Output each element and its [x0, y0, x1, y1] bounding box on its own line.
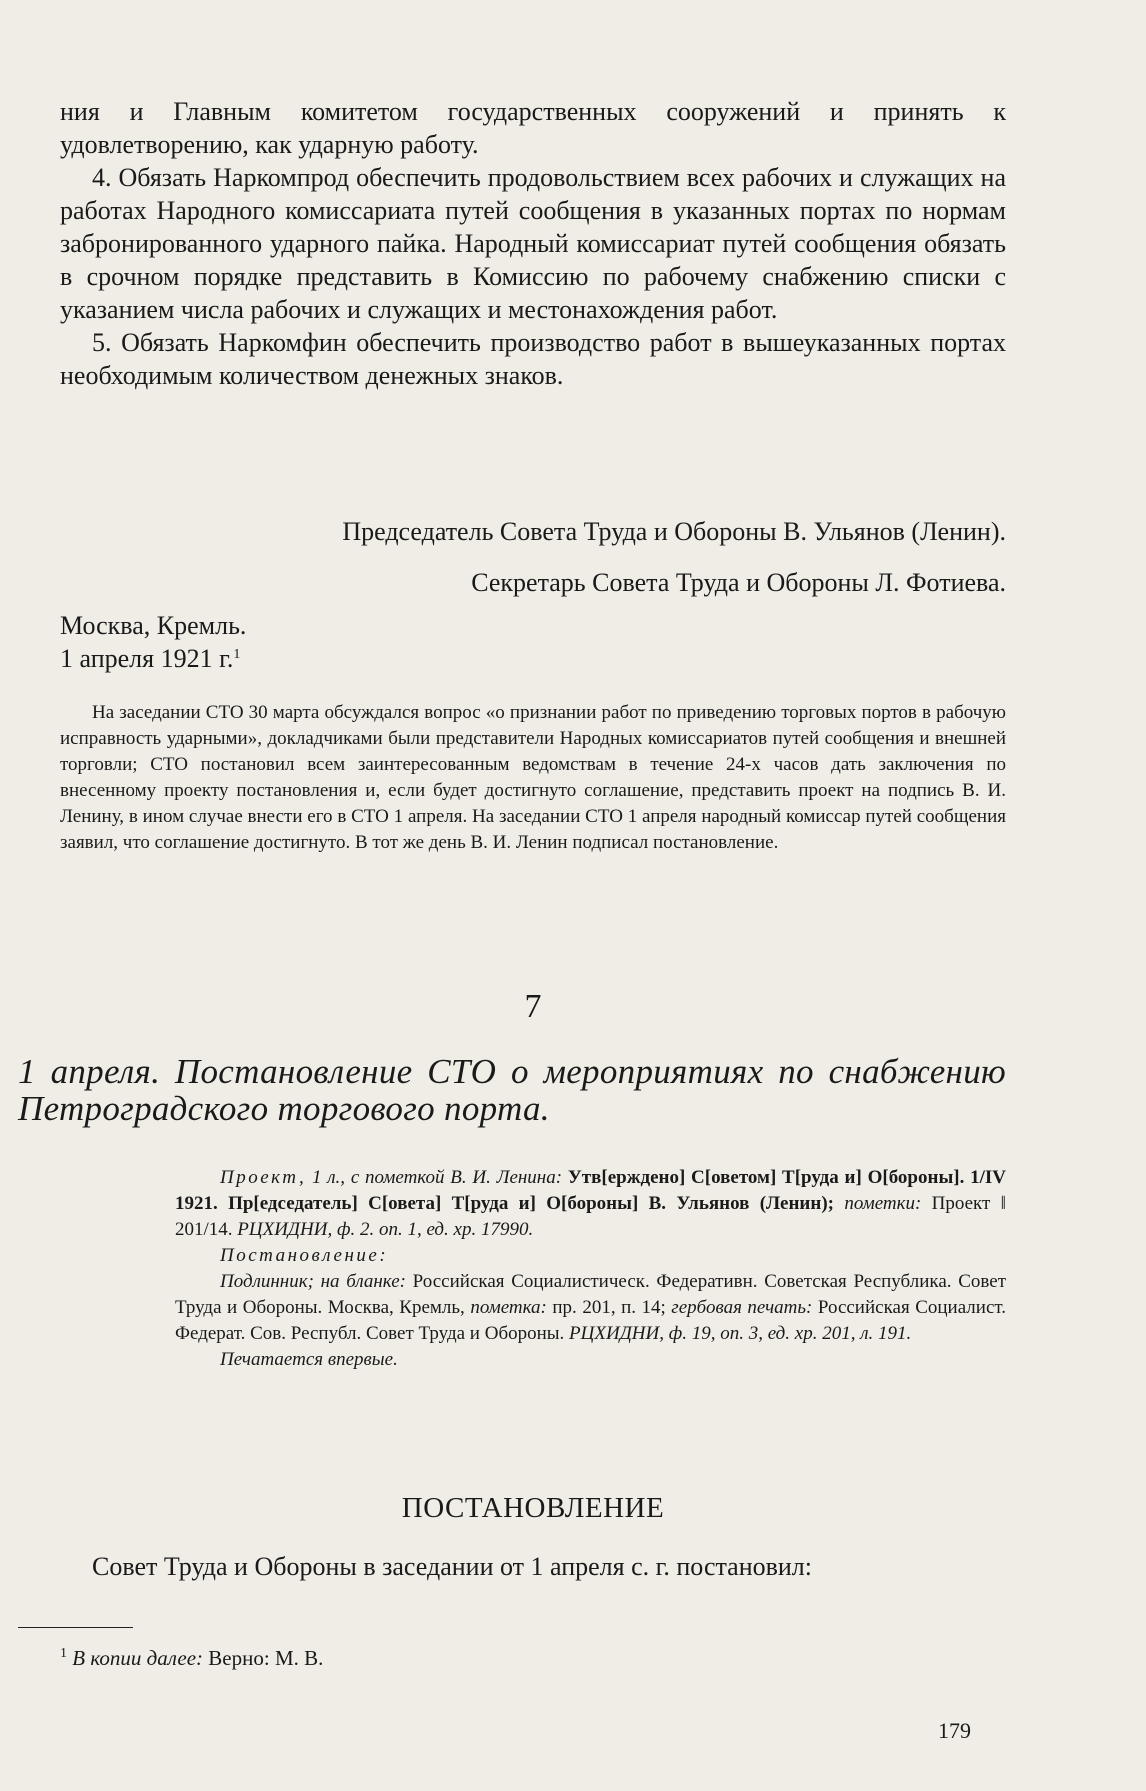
doc-number: 7 — [524, 988, 542, 1025]
paragraph-continuation: ния и Главным комитетом государственных сооружений и принять к удовлетворению, как ударную работу. — [60, 97, 1006, 159]
footnote-line — [60, 1645, 1006, 1671]
decree-title: ПОСТАНОВЛЕНИЕ — [401, 1492, 665, 1524]
note-text: На заседании СТО 30 марта обсуждался вопрос «о признании работ по приведению торговых портов в рабочую исправность ударными», докладчиками были представители Народных комиссариатов путей сообщения и внешней торговли; СТО постановил всем заинтересованным ведомствам в течение 24-х часов дать заключения по внесенному проекту постановления и, если будет достигнуто соглашение, представить проект на подпись В. И. Ленину, в ином случае внести его в СТО 1 апреля. На заседании СТО 1 апреля народный комиссар путей сообщения заявил, что соглашение достигнуто. В тот же день В. И. Ленин подписал постановление. — [60, 702, 1006, 853]
document-number — [60, 988, 1006, 1026]
project-marks: Проект ‖ 201/14. — [175, 1193, 1006, 1240]
paragraph-item-5: 5. Обязать Наркомфин обеспечить производство работ в вышеуказанных портах необходимым количеством денежных знаков. — [60, 328, 1006, 390]
footnote — [60, 1645, 1006, 1671]
signature-chairman: Председатель Совета Труда и Обороны В. Ульянов (Ленин). — [342, 517, 1006, 546]
editorial-note — [60, 700, 1006, 856]
source-original — [175, 1269, 1006, 1347]
project-label: Проект, — [220, 1167, 307, 1188]
footnote-label: В копии далее: — [72, 1646, 204, 1670]
project-archive: РЦХИДНИ, ф. 2. оп. 1, ед. хр. 17990. — [237, 1219, 534, 1240]
project-desc: 1 л., с пометкой В. И. Ленина: — [312, 1167, 563, 1188]
first-print-note: Печатается впервые. — [220, 1349, 398, 1370]
footnote-text: Верно: М. В. — [208, 1646, 324, 1670]
project-marks-label: пометки: — [844, 1193, 922, 1214]
document-heading — [18, 1053, 1006, 1127]
signature-secretary: Секретарь Совета Труда и Обороны Л. Фотиева. — [471, 568, 1006, 597]
page-number: 179 — [938, 1718, 971, 1743]
paragraph-item-4: 4. Обязать Наркомпрод обеспечить продовольствием всех рабочих и служащих на работах Народного комиссариата путей сообщения в указанных портах по нормам забронированного ударного пайка. Народный комиссариат путей сообщения обязать в срочном порядке представить в Комиссию по рабочему снабжению списки с указанием числа рабочих и служащих и местонахождения работ. — [60, 163, 1006, 324]
original-mark: пр. 201, п. 14; — [552, 1297, 666, 1318]
original-seal: Российская Социалист. Федерат. Сов. Республ. Совет Труда и Обороны. — [175, 1297, 1007, 1344]
source-project — [175, 1165, 1006, 1243]
original-blank: Российская Социалистическ. Федеративн. Советская Республика. Совет Труда и Обороны. Москва, Кремль, — [175, 1271, 1006, 1318]
original-label: Подлинник; на бланке: — [220, 1271, 406, 1292]
source-decree-label: Постановление: — [220, 1245, 389, 1266]
signatures — [60, 515, 1006, 675]
decree-intro: Совет Труда и Обороны в заседании от 1 апреля с. г. постановил: — [92, 1552, 813, 1581]
original-seal-label: гербовая печать: — [671, 1297, 813, 1318]
footnote-number: 1 — [60, 1646, 67, 1661]
original-mark-label: пометка: — [470, 1297, 547, 1318]
date-line — [60, 642, 1006, 675]
footnote-ref: 1 — [233, 647, 241, 662]
decree-heading — [60, 1492, 1006, 1525]
decree-body — [60, 1550, 1006, 1583]
original-archive: РЦХИДНИ, ф. 19, оп. 3, ед. хр. 201, л. 191. — [569, 1323, 912, 1344]
source-notes — [175, 1165, 1006, 1373]
project-resolution: Утв[ерждено] С[оветом] Т[руда и] О[бороны]. 1/IV 1921. Пр[едседатель] С[овета] Т[руда и] О[бороны] В. Ульянов (Ленин); — [175, 1167, 1007, 1214]
main-text — [60, 95, 1006, 392]
footnote-divider — [18, 1627, 133, 1628]
doc-title: 1 апреля. Постановление СТО о мероприятиях по снабжению Петроградского торгового порта. — [18, 1052, 1006, 1128]
place-line: Москва, Кремль. — [60, 611, 247, 640]
date-text: 1 апреля 1921 г. — [60, 644, 234, 673]
